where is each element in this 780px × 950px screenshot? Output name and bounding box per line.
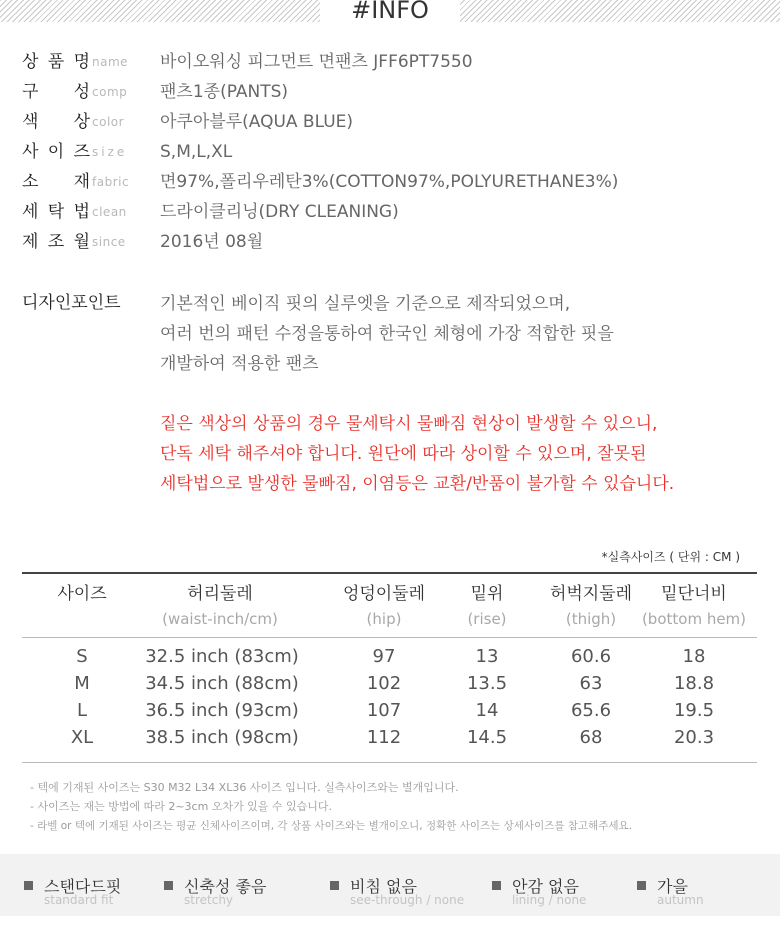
- square-bullet-icon: [24, 881, 33, 890]
- info-value: 2016년 08월: [160, 232, 264, 252]
- info-label: [22, 48, 90, 76]
- table-cell: 32.5 inch (83cm): [145, 646, 299, 667]
- info-label-char: 세: [22, 202, 39, 222]
- info-label-char: 품: [47, 52, 65, 72]
- design-point-text: [160, 289, 614, 379]
- table-header-rule: [22, 637, 757, 638]
- feature-sublabel: lining / none: [512, 893, 587, 907]
- table-cell: 19.5: [673, 700, 715, 721]
- square-bullet-icon: [330, 881, 339, 890]
- warning-line: 단독 세탁 해주셔야 합니다. 원단에 따라 상이할 수 있으며, 잘못된: [160, 444, 647, 464]
- info-header-bar: [0, 0, 780, 22]
- col-header-en: (thigh): [565, 610, 617, 628]
- info-label-char: 법: [73, 202, 90, 222]
- feature-label: 스탠다드핏: [44, 877, 122, 896]
- table-cell: 36.5 inch (93cm): [145, 700, 299, 721]
- info-label-char: 색: [22, 112, 39, 132]
- info-label-char: 이: [47, 142, 65, 162]
- info-row-color: [0, 108, 780, 136]
- info-row-since: [0, 228, 780, 256]
- info-label-char: 소: [22, 172, 39, 192]
- table-cell: 63: [579, 673, 603, 694]
- info-label-char: 조: [47, 232, 65, 252]
- info-label-char: 상: [22, 52, 39, 72]
- info-sub-label: since: [92, 235, 126, 249]
- size-note: - 텍에 기재된 사이즈는 S30 M32 L34 XL36 사이즈 입니다. 실측사이즈와는 별개입니다.: [30, 781, 459, 794]
- info-sub-label: name: [92, 55, 129, 69]
- square-bullet-icon: [637, 881, 646, 890]
- feature-sublabel: autumn: [657, 893, 704, 907]
- feature-bar: [0, 854, 780, 916]
- table-cell: 13: [475, 646, 499, 667]
- feature-sublabel: see-through / none: [350, 893, 465, 907]
- info-label-char: 상: [73, 112, 90, 132]
- info-label-char: 월: [73, 232, 90, 252]
- table-cell: 102: [366, 673, 402, 694]
- square-bullet-icon: [492, 881, 501, 890]
- table-cell: 14.5: [466, 727, 508, 748]
- table-cell: L: [76, 700, 88, 721]
- design-point-line: 기본적인 베이직 핏의 실루엣을 기준으로 제작되었으며,: [160, 294, 571, 314]
- info-value: 드라이클리닝(DRY CLEANING): [160, 202, 399, 222]
- design-point-line: 개발하여 적용한 팬츠: [160, 354, 319, 374]
- design-point-label: 디자인포인트: [22, 293, 121, 313]
- col-header-ko: 엉덩이둘레: [342, 584, 426, 604]
- col-header-en: (waist-inch/cm): [162, 610, 278, 628]
- table-bottom-rule: [22, 762, 757, 763]
- info-sub-label: size: [92, 145, 128, 159]
- info-sub-label: clean: [92, 205, 127, 219]
- info-sub-label: fabric: [92, 175, 130, 189]
- feature-label: 비침 없음: [350, 877, 417, 896]
- info-row-fabric: [0, 168, 780, 196]
- col-header-bottom-hem: [624, 582, 764, 632]
- warning-line: 세탁법으로 발생한 물빠짐, 이염등은 교환/반품이 불가할 수 있습니다.: [160, 474, 675, 494]
- table-cell: 20.3: [673, 727, 715, 748]
- info-value: 팬츠1종(PANTS): [160, 82, 289, 102]
- feature-sublabel: standard fit: [44, 893, 114, 907]
- size-note: - 라벨 or 텍에 기재된 사이즈는 평균 신체사이즈이며, 각 상품 사이즈와는 별개이오니, 정확한 사이즈는 상세사이즈를 참고해주세요.: [30, 820, 633, 832]
- feature-label: 안감 없음: [512, 877, 579, 896]
- info-label-char: 탁: [47, 202, 65, 222]
- col-header-waist: [150, 582, 290, 632]
- table-top-rule: [22, 572, 757, 574]
- feature-sublabel: stretchy: [184, 893, 234, 907]
- table-cell: 18: [682, 646, 706, 667]
- info-label: [22, 228, 90, 256]
- col-header-ko: 사이즈: [57, 584, 107, 604]
- table-cell: 112: [366, 727, 402, 748]
- feature-label: 신축성 좋음: [184, 877, 267, 896]
- table-cell: 107: [366, 700, 402, 721]
- info-label: [22, 108, 90, 136]
- size-unit-note: *실측사이즈 ( 단위 : CM ): [601, 550, 740, 564]
- info-row-name: [0, 48, 780, 76]
- col-header-en: (rise): [467, 610, 507, 628]
- table-cell: 34.5 inch (88cm): [145, 673, 299, 694]
- info-label-char: 재: [73, 172, 90, 192]
- table-cell: M: [74, 673, 90, 694]
- table-cell: 60.6: [570, 646, 612, 667]
- washing-warning: [160, 409, 674, 499]
- design-point-line: 여러 번의 패턴 수정을통하여 한국인 체형에 가장 적합한 핏을: [160, 324, 614, 344]
- info-label-char: 성: [73, 82, 90, 102]
- warning-line: 짙은 색상의 상품의 경우 물세탁시 물빠짐 현상이 발생할 수 있으니,: [160, 414, 658, 434]
- table-cell: 13.5: [466, 673, 508, 694]
- col-header-en: (bottom hem): [641, 610, 747, 628]
- col-header-ko: 허벅지둘레: [549, 584, 633, 604]
- table-cell: 97: [372, 646, 396, 667]
- info-label-char: 사: [22, 142, 39, 162]
- info-label: [22, 78, 90, 106]
- info-label: [22, 198, 90, 226]
- info-label-char: 제: [22, 232, 39, 252]
- info-label: [22, 168, 90, 196]
- info-sub-label: color: [92, 115, 125, 129]
- info-label: [22, 138, 90, 166]
- table-cell: 38.5 inch (98cm): [145, 727, 299, 748]
- col-header-size: [12, 582, 152, 606]
- info-value: 아쿠아블루(AQUA BLUE): [160, 112, 354, 132]
- table-cell: XL: [70, 727, 94, 748]
- info-header-title: #INFO: [320, 0, 460, 23]
- info-label-char: 구: [22, 82, 39, 102]
- info-row-comp: [0, 78, 780, 106]
- col-header-ko: 밑위: [470, 584, 504, 604]
- table-cell: 68: [579, 727, 603, 748]
- info-sub-label: comp: [92, 85, 128, 99]
- feature-label: 가을: [657, 877, 688, 896]
- square-bullet-icon: [164, 881, 173, 890]
- info-value: 바이오워싱 피그먼트 면팬츠 JFF6PT7550: [160, 52, 473, 72]
- info-value: S,M,L,XL: [160, 142, 233, 162]
- info-label-char: 명: [73, 52, 90, 72]
- table-cell: 14: [475, 700, 499, 721]
- col-header-en: (hip): [366, 610, 402, 628]
- info-row-size: [0, 138, 780, 166]
- table-cell: 18.8: [673, 673, 715, 694]
- col-header-ko: 허리둘레: [187, 584, 253, 604]
- info-label-char: 즈: [73, 142, 90, 162]
- info-row-clean: [0, 198, 780, 226]
- col-header-ko: 밑단너비: [661, 584, 727, 604]
- table-cell: 65.6: [570, 700, 612, 721]
- table-cell: S: [76, 646, 88, 667]
- info-value: 면97%,폴리우레탄3%(COTTON97%,POLYURETHANE3%): [160, 172, 619, 192]
- size-note: - 사이즈는 재는 방법에 따라 2~3cm 오차가 있을 수 있습니다.: [30, 800, 333, 813]
